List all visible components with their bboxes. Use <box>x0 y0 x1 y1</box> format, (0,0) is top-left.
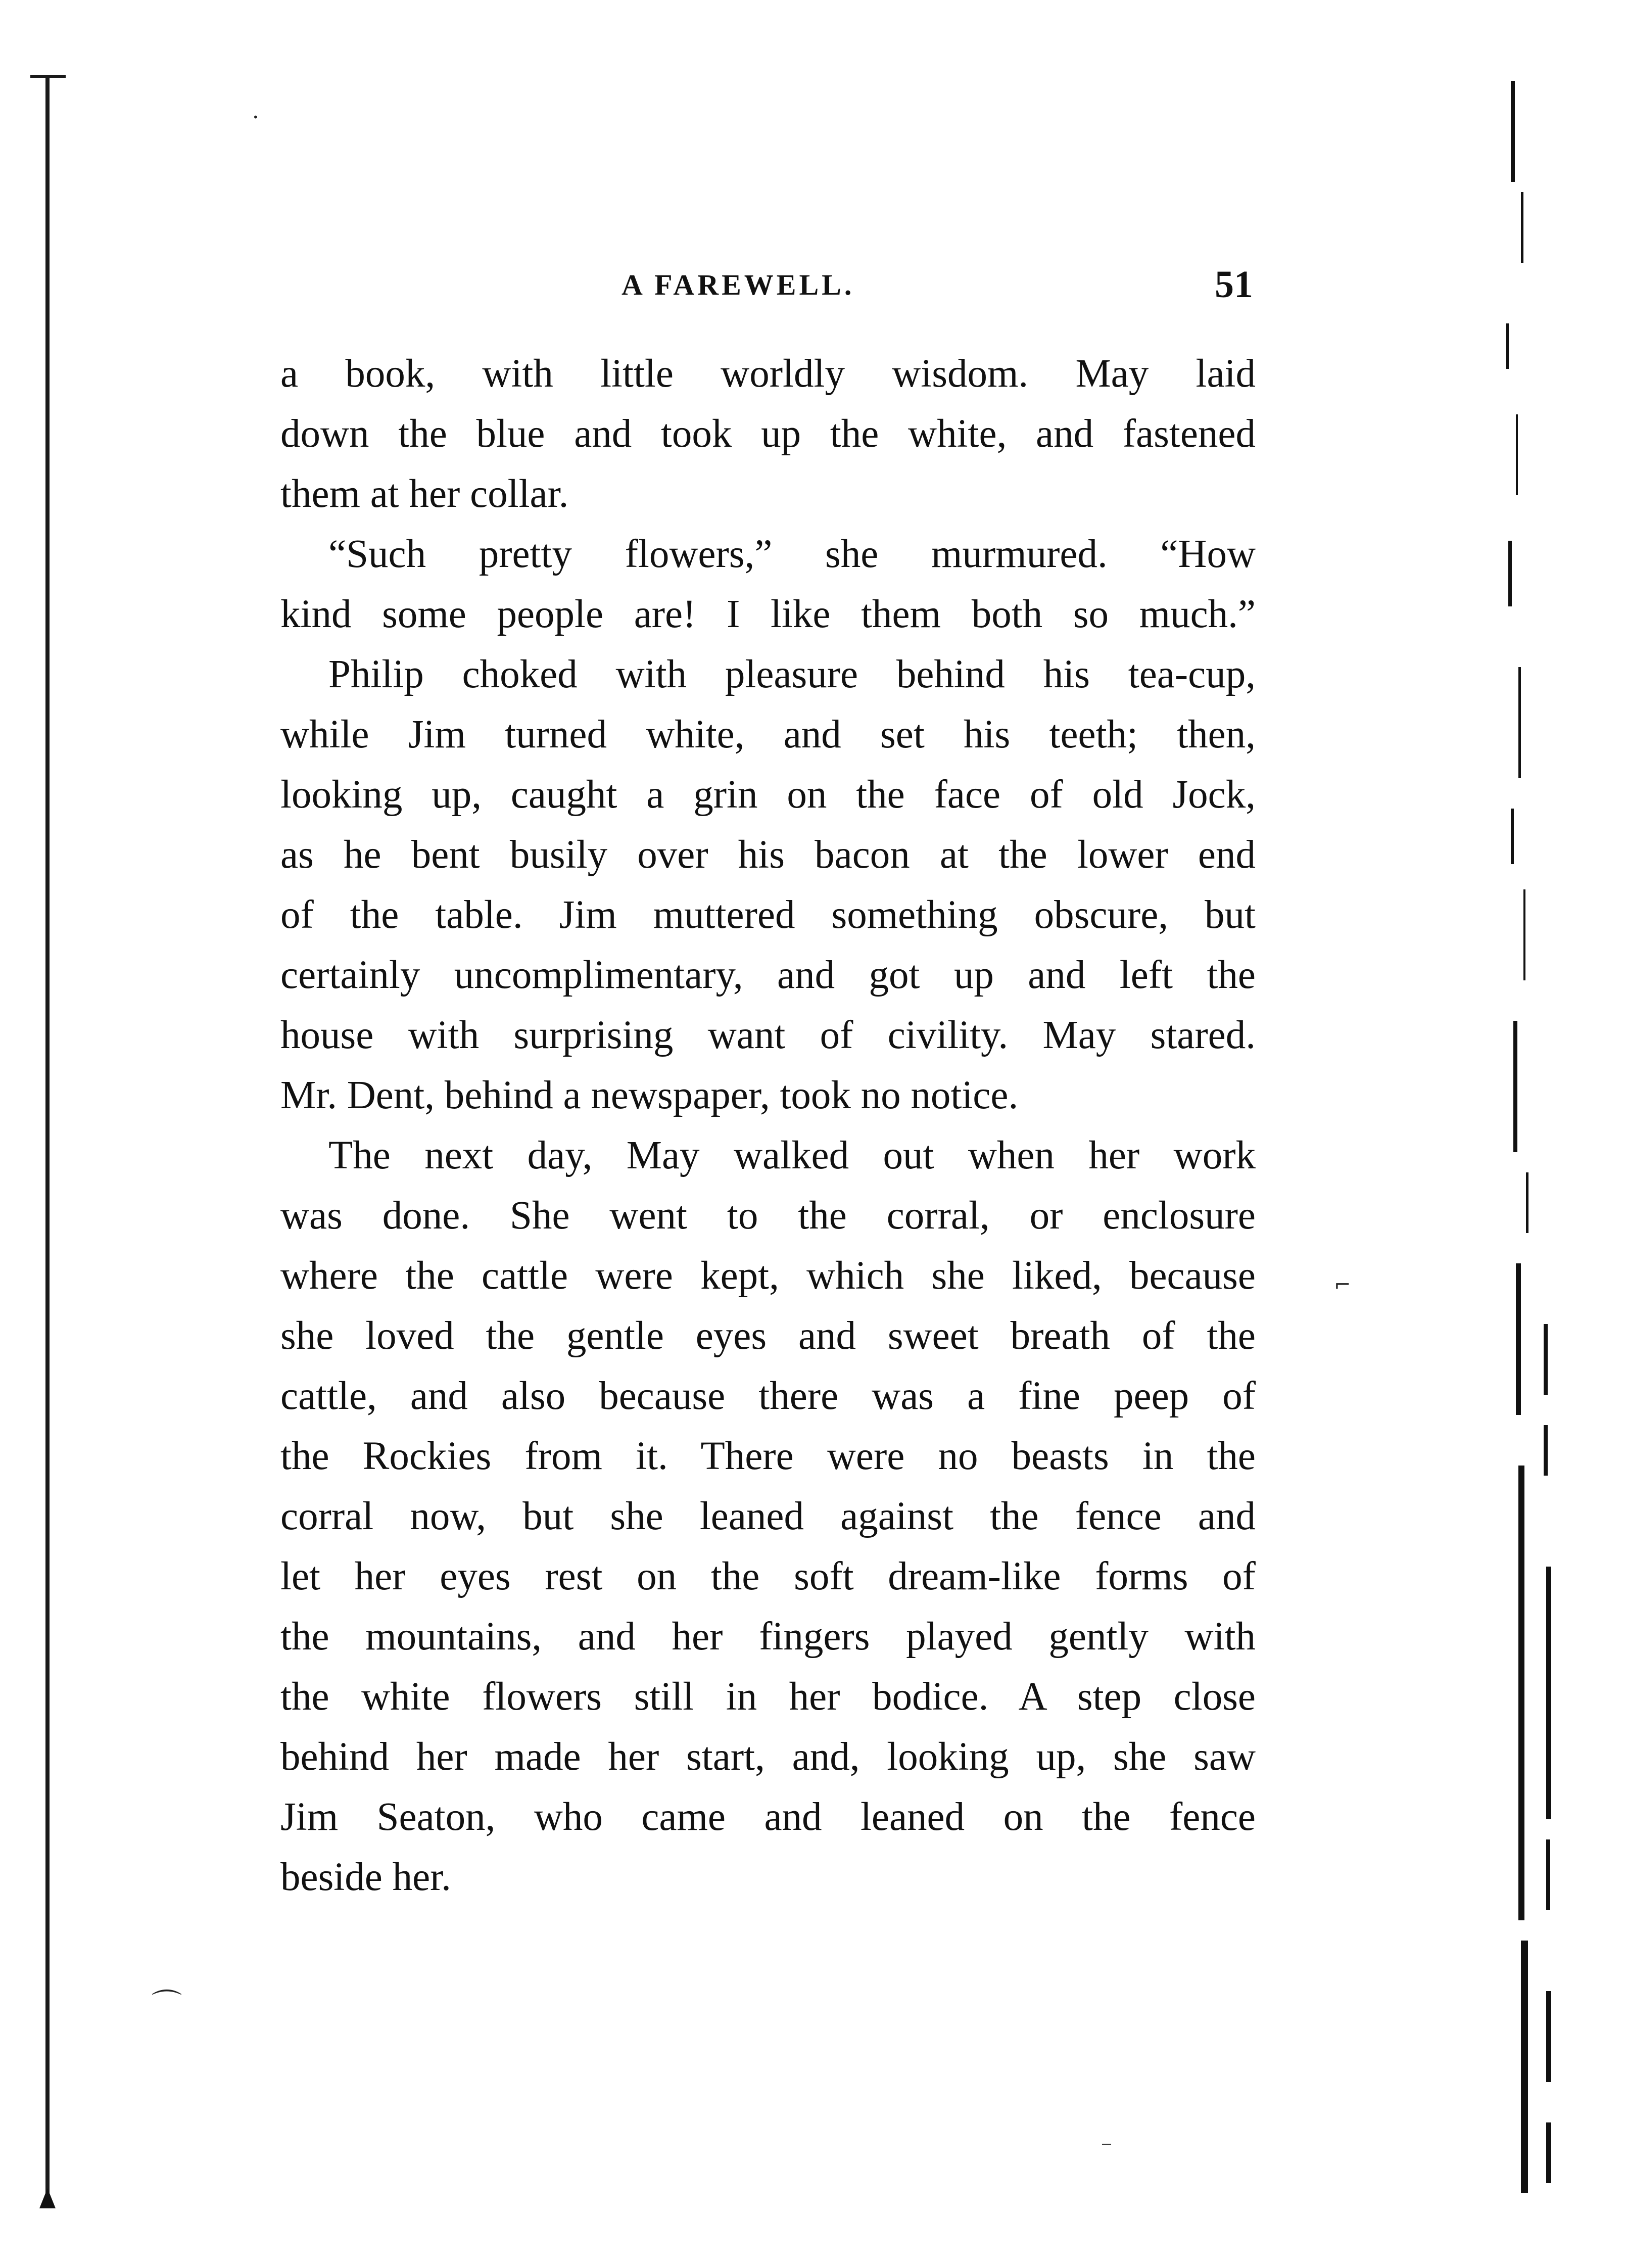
scan-speck: ⌒ <box>152 1988 182 2023</box>
text-line: of the table. Jim muttered something obscure, but <box>280 893 1256 937</box>
text-line: Philip choked with pleasure behind his tea-cup, <box>328 652 1256 696</box>
text-line: certainly uncomplimentary, and got up and left the <box>280 953 1256 997</box>
paragraph <box>280 644 1256 1125</box>
text-line: behind her made her start, and, looking up, she saw <box>280 1735 1256 1779</box>
body-text <box>280 344 1256 1907</box>
text-line: Mr. Dent, behind a newspaper, took no notice. <box>280 1073 1019 1117</box>
text-line: kind some people are! I like them both so much.” <box>280 592 1256 636</box>
text-line: was done. She went to the corral, or enclosure <box>280 1194 1256 1238</box>
text-line: where the cattle were kept, which she liked, because <box>280 1254 1256 1298</box>
text-line: house with surprising want of civility. May stared. <box>280 1013 1256 1057</box>
text-line: the Rockies from it. There were no beasts in the <box>280 1434 1256 1478</box>
text-line: The next day, May walked out when her work <box>328 1133 1256 1177</box>
running-head <box>283 263 1253 313</box>
text-line: “Such pretty flowers,” she murmured. “How <box>328 532 1256 576</box>
text-line: a book, with little worldly wisdom. May laid <box>280 352 1256 396</box>
text-line: looking up, caught a grin on the face of old Jock, <box>280 773 1256 817</box>
paragraph <box>280 344 1256 524</box>
left-margin-rule-foot <box>39 2188 56 2208</box>
text-line: the mountains, and her fingers played gently with <box>280 1615 1256 1659</box>
right-gutter-scan-noise <box>1496 61 1556 2218</box>
text-line: them at her collar. <box>280 472 569 516</box>
text-line: she loved the gentle eyes and sweet breath of the <box>280 1314 1256 1358</box>
paragraph <box>280 524 1256 644</box>
text-line: corral now, but she leaned against the fence and <box>280 1494 1256 1538</box>
scan-speck: — <box>1102 2138 1112 2150</box>
scan-speck: ⌐ <box>1334 1273 1351 1297</box>
scan-speck: • <box>253 111 259 123</box>
text-line: the white flowers still in her bodice. A step close <box>280 1675 1256 1719</box>
text-line: cattle, and also because there was a fine peep of <box>280 1374 1256 1418</box>
page-number: 51 <box>1215 263 1253 306</box>
left-margin-rule <box>45 76 50 2208</box>
text-line: let her eyes rest on the soft dream-like forms of <box>280 1554 1256 1598</box>
text-line: down the blue and took up the white, and fastened <box>280 412 1256 456</box>
text-line: while Jim turned white, and set his teeth; then, <box>280 713 1256 757</box>
text-line: as he bent busily over his bacon at the lower end <box>280 833 1256 877</box>
running-title: A FAREWELL. <box>622 268 855 301</box>
paragraph <box>280 1125 1256 1907</box>
text-line: beside her. <box>280 1855 451 1899</box>
text-line: Jim Seaton, who came and leaned on the fence <box>280 1795 1256 1839</box>
